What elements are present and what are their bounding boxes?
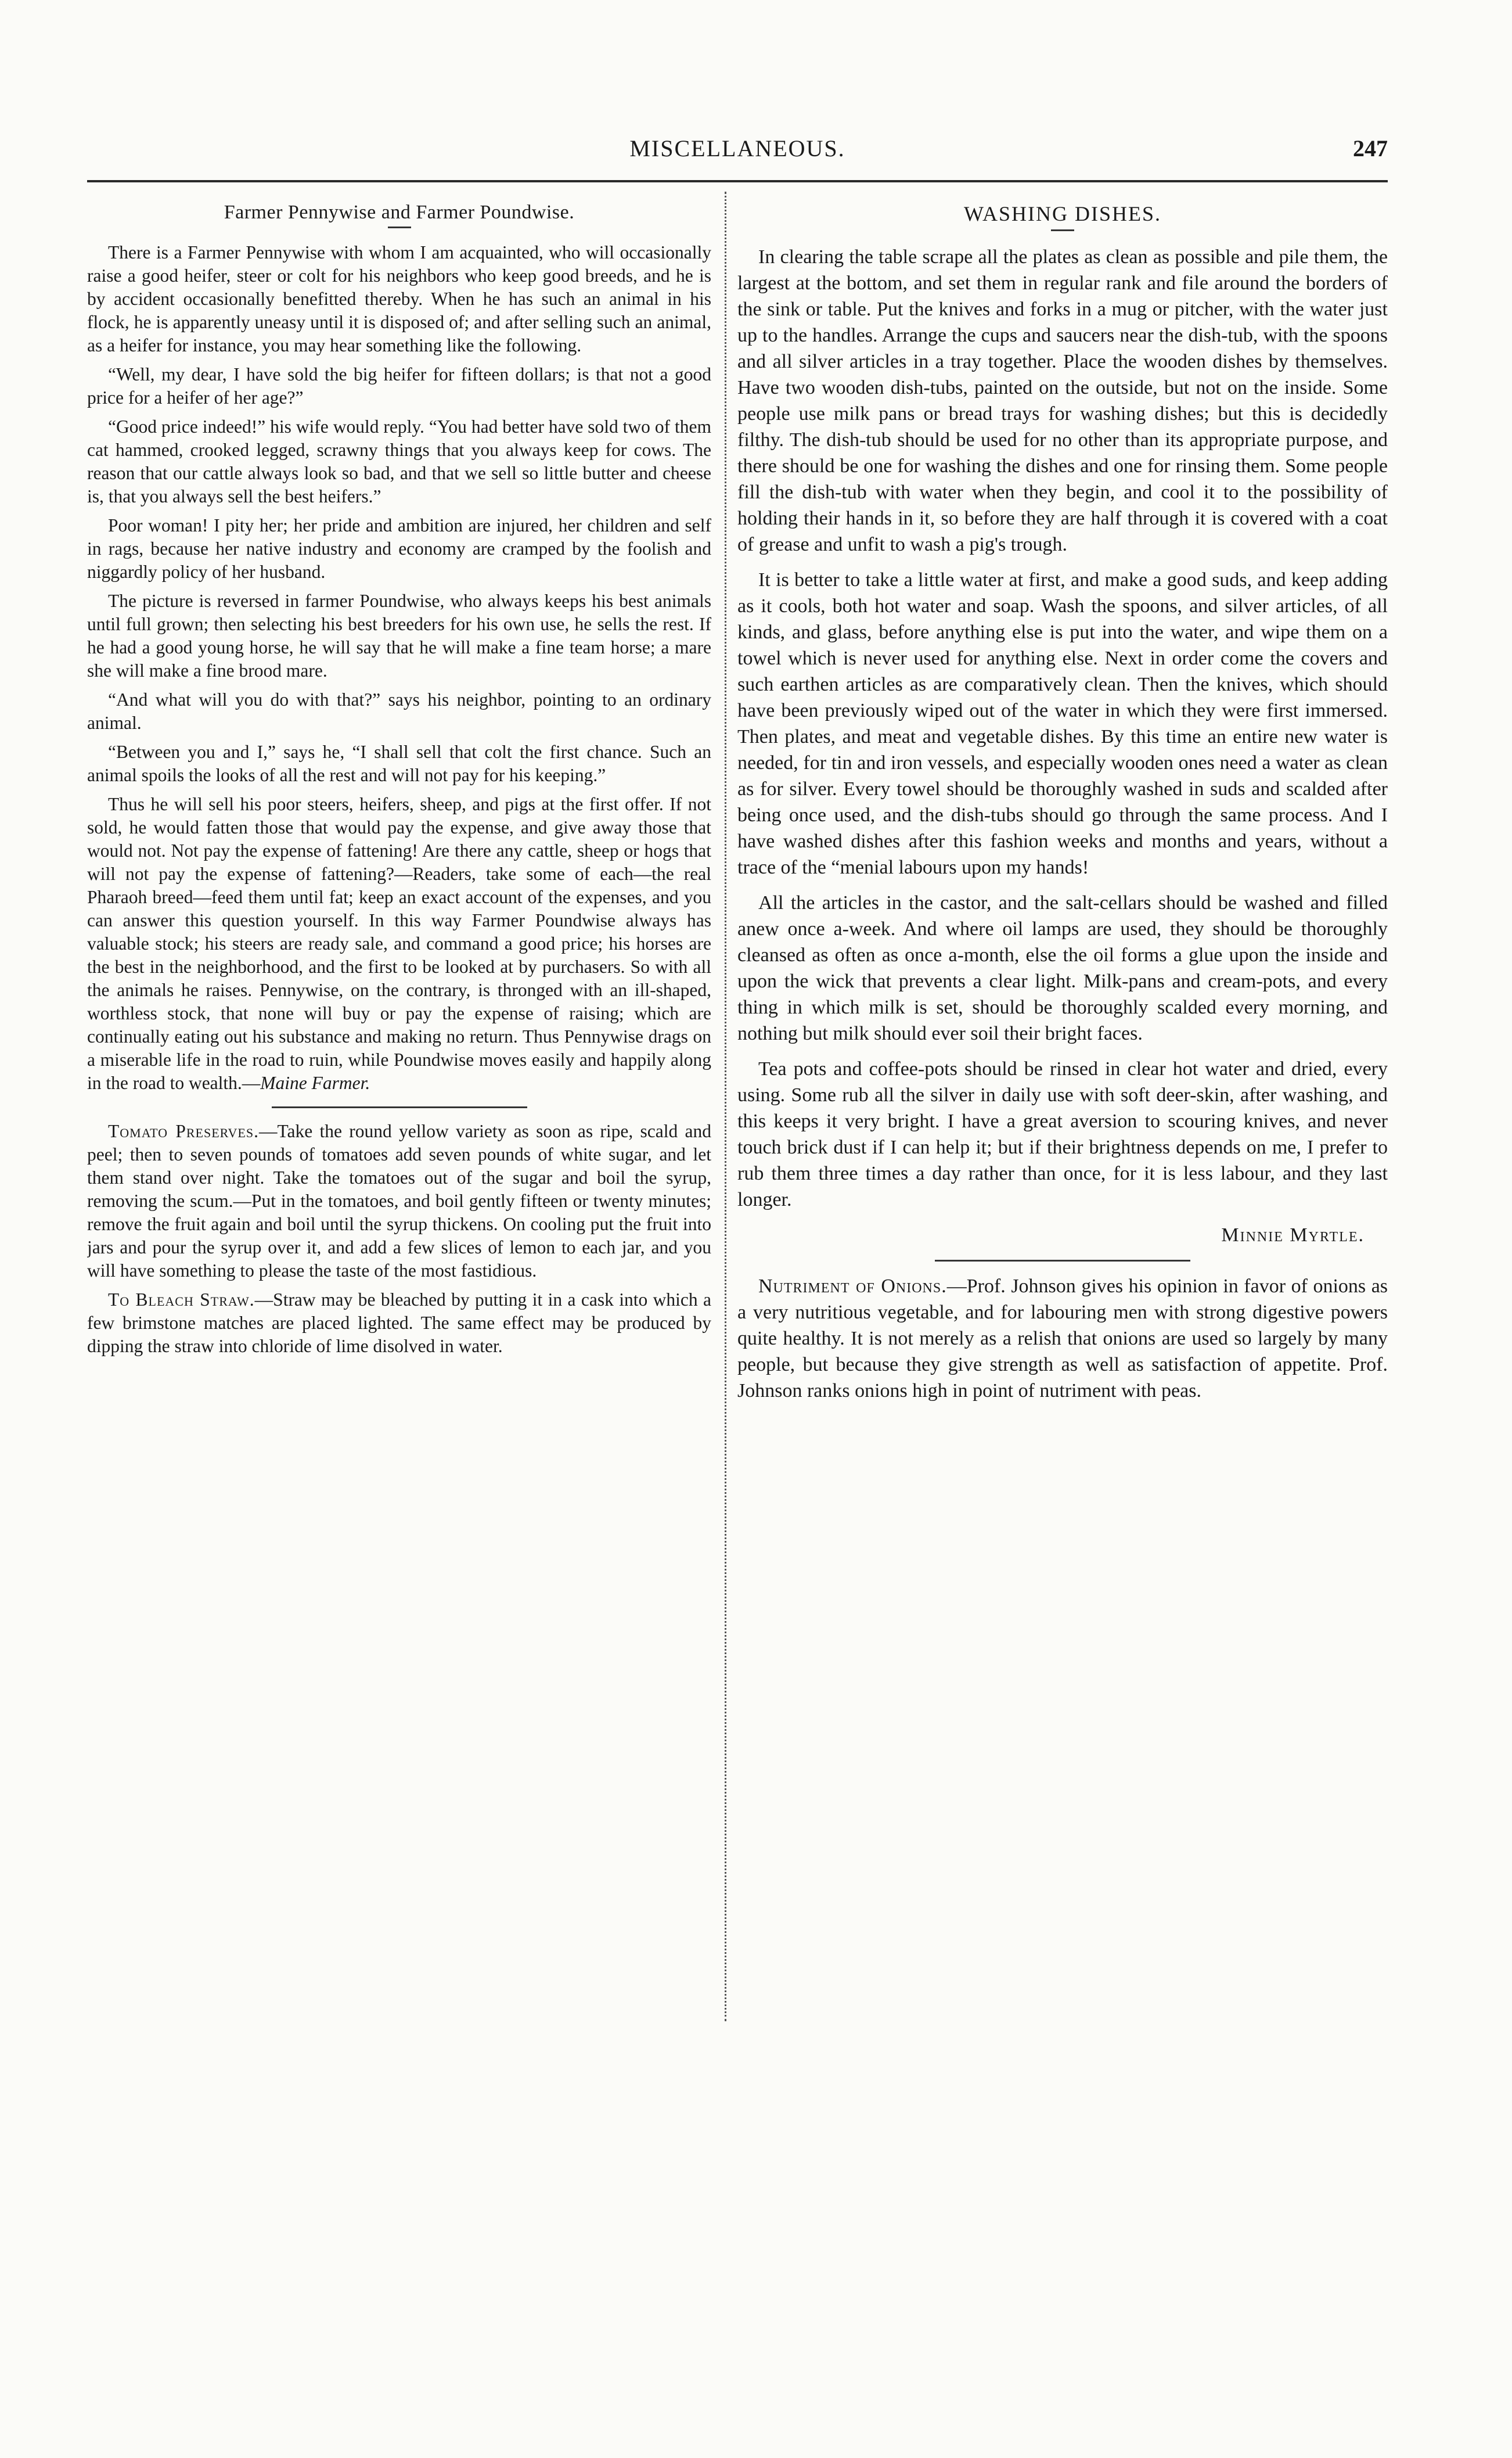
paragraph: The picture is reversed in farmer Poundwise, who always keeps his best animals until full grown; then selecting his best breeders for his own use, he sells the rest. If he had a good young horse, he will say that he will make a fine team horse; a mare she will make a fine brood mare.	[87, 591, 711, 681]
paragraph	[87, 793, 711, 1095]
running-head	[87, 135, 1388, 170]
paragraph: “Well, my dear, I have sold the big heifer for fifteen dollars; is that not a good price for a heifer of her age?”	[87, 364, 711, 408]
item-lead: To Bleach Straw.	[108, 1289, 255, 1310]
left-column	[87, 197, 711, 2428]
paragraph: Poor woman! I pity her; her pride and ambition are injured, her children and self in rags, because her native industry and economy are cramped by the foolish and niggardly policy of her husband.	[87, 515, 711, 582]
section-title: MISCELLANEOUS.	[629, 135, 845, 161]
onions-item	[737, 1273, 1388, 1404]
item-lead: Tomato Preserves.	[108, 1121, 259, 1141]
straw-item	[87, 1288, 711, 1358]
paragraph: “Between you and I,” says he, “I shall sell that colt the first chance. Such an animal spoils the looks of all the rest and will not pay for his keeping.”	[87, 742, 711, 785]
right-column	[737, 197, 1388, 2428]
article-title: WASHING DISHES.	[963, 202, 1161, 225]
author-signature: Minnie Myrtle.	[1221, 1224, 1365, 1246]
item-text: —Straw may be bleached by putting it in a cask into which a few brimstone matches are placed lighted. The same effect may be produced by dipping the straw into chloride of lime disolved in water.	[87, 1289, 711, 1356]
source-citation: Maine Farmer.	[260, 1073, 370, 1093]
item-text: —Prof. Johnson gives his opinion in favor of onions as a very nutritious vegetable, and for labouring men with strong digestive powers quite healthy. It is not merely as a relish that onions are used so largely by many people, but because they give strength as well as satisfaction of appetite. Prof. Johnson ranks onions high in point of nutriment with peas.	[737, 1275, 1388, 1402]
paragraph: “Good price indeed!” his wife would reply. “You had better have sold two of them cat hammed, crooked legged, scrawny things that you always keep for cows. The reason that our cattle always look so bad, and that we sell so little butter and cheese is, that you always sell the best heifers.”	[87, 416, 711, 506]
section-rule	[935, 1260, 1190, 1262]
tomato-item	[87, 1120, 711, 1282]
paragraph: Tea pots and coffee-pots should be rinsed in clear hot water and dried, every using. Some rub all the silver in daily use with soft deer-skin, after washing, and this keeps it very bright. I have a great aversion to scouring knives, and never touch brick dust if I can help it; but if their brightness depends on me, I prefer to rub them three times a day rather than once, for it is less labour, and they last longer.	[737, 1058, 1388, 1210]
paragraph: In clearing the table scrape all the plates as clean as possible and pile them, the largest at the bottom, and set them in regular rank and file around the borders of the sink or table. Put the knives and forks in a mug or pitcher, with the water just up to the handles. Arrange the cups and saucers near the dish-tub, with the spoons and all silver articles in a tray together. Place the wooden dishes by themselves. Have two wooden dish-tubs, painted on the outside, but not on the inside. Some people use milk pans or bread trays for washing dishes; but this is decidedly filthy. The dish-tub should be used for no other than its appropriate purpose, and there should be one for washing the dishes and one for rinsing them. Some people fill the dish-tub with water when they begin, and cool it to the possibility of holding their hands in it, so before they are half through it is covered with a coat of grease and unfit to wash a pig's trough.	[737, 246, 1388, 555]
item-text: —Take the round yellow variety as soon as ripe, scald and peel; then to seven pounds of tomatoes add seven pounds of white sugar, and let them stand over night. Take the tomatoes out of the sugar and boil the syrup, removing the scum.—Put in the tomatoes, and boil gently fifteen or twenty minutes; remove the fruit again and boil until the syrup thickens. On cooling put the fruit into jars and pour the syrup over it, and add a few slices of lemon to each jar, and you will have something to please the taste of the most fastidious.	[87, 1121, 711, 1281]
paragraph: It is better to take a little water at first, and make a good suds, and keep adding as it cools, both hot water and soap. Wash the spoons, and silver articles, of all kinds, and glass, before anything else is put into the water, and wipe them on a towel which is never used for anything else. Next in order come the covers and such earthen articles as are comparatively clean. Then the knives, which should have been previously wiped out of the water in which they were first immersed. Then plates, and meat and vegetable dishes. By this time an entire new water is needed, for tin and iron vessels, and especially wooden ones need a water as clean as for silver. Every towel should be thoroughly washed in suds and scalded after being once used, and the dish-tubs should go through the same process. And I have washed dishes after this fashion weeks and months and years, without a trace of the “menial labours upon my hands!	[737, 569, 1388, 878]
page-number: 247	[1353, 135, 1388, 161]
article-title: Farmer Pennywise and Farmer Poundwise.	[224, 202, 575, 223]
title-rule	[1051, 229, 1074, 231]
section-rule	[272, 1106, 527, 1108]
paragraph: “And what will you do with that?” says his neighbor, pointing to an ordinary animal.	[87, 689, 711, 733]
paragraph: There is a Farmer Pennywise with whom I am acquainted, who will occasionally raise a good heifer, steer or colt for his neighbors who keep good breeds, and he is by accident occasionally benefitted thereby. When he has such an animal in his flock, he is apparently uneasy until it is disposed of; and after selling such an animal, as a heifer for instance, you may hear something like the following.	[87, 242, 711, 355]
column-divider	[725, 192, 726, 2021]
paragraph: All the articles in the castor, and the salt-cellars should be washed and filled anew once a-week. And where oil lamps are used, they should be thoroughly cleansed as often as once a-month, else the oil forms a glue upon the inside and upon the wick that prevents a clear light. Milk-pans and cream-pots, and every thing in which milk is set, should be thoroughly scalded every morning, and nothing but milk should ever soil their bright faces.	[737, 892, 1388, 1044]
item-lead: Nutriment of Onions.	[758, 1275, 947, 1297]
header-rule	[87, 180, 1388, 182]
title-rule	[388, 227, 411, 228]
paragraph-text: Thus he will sell his poor steers, heifers, sheep, and pigs at the first offer. If not sold, he would fatten those that would pay the expense, and give away those that would not. Not pay the expense of fattening! Are there any cattle, sheep or hogs that will not pay the expense of fattening?—Readers, take some of each—the real Pharaoh breed—feed them until fat; keep an exact account of the expenses, and you can answer this question yourself. In this way Farmer Poundwise always has valuable stock; his steers are ready sale, and command a good price; his horses are the best in the neighborhood, and the first to be looked at by purchasers. So with all the animals he raises. Pennywise, on the contrary, is thronged with an ill-shaped, worthless stock, that none will buy or pay the expense of raising; which are continually eating out his substance and making no return. Thus Pennywise drags on a miserable life in the road to ruin, while Poundwise moves easily and happily along in the road to wealth.—	[87, 794, 711, 1093]
